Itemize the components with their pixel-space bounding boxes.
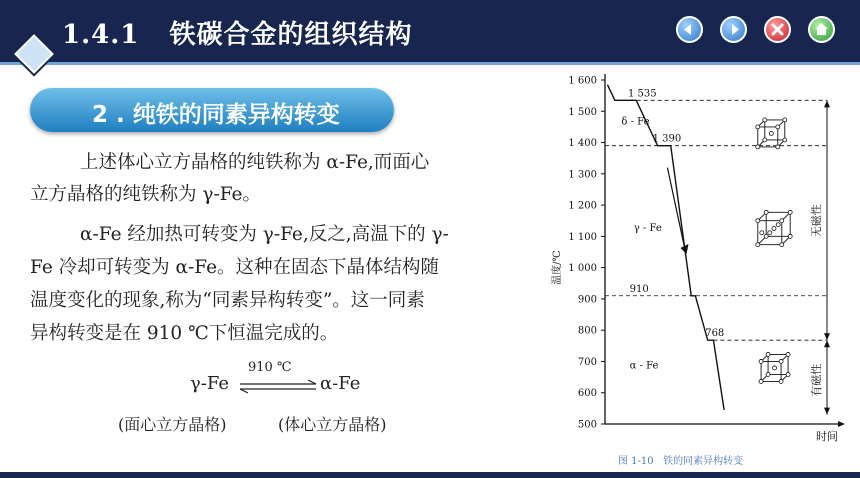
reversible-arrow-icon — [238, 380, 320, 394]
title-bar — [0, 0, 860, 65]
equation-right-note: (体心立方晶格) — [278, 415, 387, 434]
magnetic-label-lower: 有磁性 — [810, 363, 823, 397]
text-line: 上述体心立方晶格的纯铁称为 α-Fe,而面心 — [80, 152, 430, 173]
bcc-lattice-icon — [756, 118, 787, 149]
y-tick-label: 1 000 — [568, 263, 597, 275]
arrow-head — [824, 408, 830, 415]
y-tick-label: 800 — [577, 325, 597, 337]
section-heading — [30, 88, 394, 132]
y-tick-label: 700 — [577, 356, 597, 368]
reference-label: 1 390 — [652, 133, 682, 145]
y-tick-label: 1 500 — [568, 106, 597, 118]
close-icon[interactable] — [764, 16, 791, 43]
y-tick-label: 1 200 — [568, 200, 597, 212]
reference-label: 910 — [629, 283, 649, 295]
text-line: 异构转变是在 910 ℃下恒温完成的。 — [30, 323, 339, 344]
cooling-direction-arrow — [667, 168, 685, 252]
x-axis-arrow — [838, 421, 845, 427]
phase-label: δ - Fe — [621, 116, 650, 128]
arrow-head — [824, 100, 830, 107]
y-tick-label: 500 — [577, 419, 597, 431]
figure-caption: 图 1-10 铁的同素异构转变 — [618, 456, 744, 467]
y-tick-label: 1 100 — [568, 231, 597, 243]
page-title: 1.4.1 铁碳合金的组织结构 — [62, 20, 413, 50]
phase-label: γ - Fe — [633, 222, 662, 234]
y-tick-label: 900 — [577, 294, 597, 306]
arrow-head — [824, 333, 830, 340]
phase-label: α - Fe — [629, 360, 659, 372]
equation-right: α-Fe — [320, 373, 361, 394]
y-tick-label: 1 400 — [568, 138, 597, 150]
back-arrow-icon[interactable] — [676, 16, 703, 43]
equation-left-note: (面心立方晶格) — [118, 415, 227, 434]
reference-label: 1 535 — [628, 88, 657, 100]
text-line: α-Fe 经加热可转变为 γ-Fe,反之,高温下的 γ- — [80, 224, 449, 245]
y-axis-label: 温度/℃ — [552, 250, 563, 285]
footer-bar — [0, 472, 860, 478]
equation-left: γ-Fe — [190, 373, 229, 394]
text-line: 温度变化的现象,称为“同素异构转变”。这一同素 — [30, 290, 425, 311]
y-tick-label: 600 — [577, 388, 597, 400]
y-tick-label: 1 600 — [568, 75, 597, 87]
arrow-head — [824, 340, 830, 347]
home-icon[interactable] — [808, 16, 835, 43]
x-axis-label: 时间 — [816, 430, 838, 443]
bcc-lattice-icon — [759, 352, 790, 383]
fcc-lattice-icon — [756, 210, 792, 246]
text-line: 立方晶格的纯铁称为 γ-Fe。 — [30, 184, 261, 205]
section-title: 2 . 纯铁的同素异构转变 — [92, 102, 340, 128]
forward-arrow-icon[interactable] — [720, 16, 747, 43]
equation-condition: 910 ℃ — [248, 360, 292, 375]
reference-label: 768 — [705, 328, 725, 340]
y-tick-label: 1 300 — [568, 169, 597, 181]
text-line: Fe 冷却可转变为 α-Fe。这种在固态下晶体结构随 — [30, 257, 440, 278]
magnetic-label-upper: 无磁性 — [810, 204, 823, 238]
phase-diagram-chart — [540, 66, 850, 450]
